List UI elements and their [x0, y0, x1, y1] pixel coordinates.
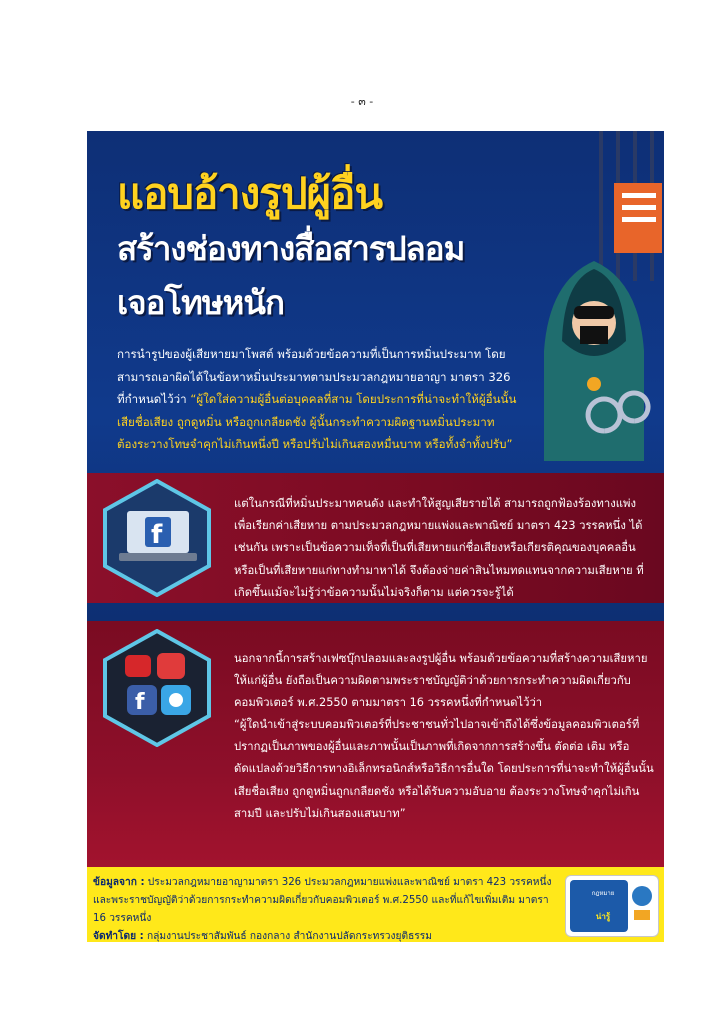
social-apps-icon: [101, 629, 213, 747]
facebook-laptop-icon: [101, 479, 213, 597]
page-number: - ๓ -: [350, 95, 374, 108]
civil-law-paragraph: แต่ในกรณีที่หมิ่นประมาทคนดัง และทำให้สูญเสียรายได้ สามารถถูกฟ้องร้องทางแพ่ง เพื่อเรียกค่าเสียหาย ตามประมวลกฎหมายแพ่งและพาณิชย์ มาตรา 423 วรรคหนึ่ง ได้เช่นกัน เพราะเป็นข้อความเท็จที่เป็นที่เสียหายแก่ชื่อเสียงหรือเกียรติคุณของบุคคลอื่น หรือเป็นที่เสียหายแก่ทางทำมาหาได้ จึงต้องจ่ายค่าสินไหมทดแทนจากความเสียหาย ที่เกิดขึ้นแม้จะไม่รู้ว่าข้อความนั้นไม่จริงก็ตาม แต่ควรจะรู้ได้: [234, 497, 644, 599]
footer-by-label: จัดทำโดย :: [93, 931, 144, 942]
logo-badge: [570, 880, 628, 932]
headline-sub-2: เจอโทษหนัก: [117, 283, 284, 322]
footer-source: ประมวลกฎหมายอาญามาตรา 326 ประมวลกฎหมายแพ่งและพาณิชย์ มาตรา 423 วรรคหนึ่ง และพระราชบัญญัติว่าด้วยการกระทำความผิดเกี่ยวกับคอมพิวเตอร์ พ.ศ.2550 และที่แก้ไขเพิ่มเติม มาตรา 16 วรรคหนึ่ง: [93, 877, 552, 924]
footer-by: กลุ่มงานประชาสัมพันธ์ กองกลาง สำนักงานปลัดกระทรวงยุติธรรม: [146, 931, 432, 942]
infographic-poster: [87, 131, 664, 942]
logo-label: น่ารู้: [595, 912, 611, 921]
intro-text: การนำรูปของผู้เสียหายมาโพสต์ พร้อมด้วยข้อความที่เป็นการหมิ่นประมาท โดยสามารถเอาผิดได้ในข้อหาหมิ่นประมาทตามประมวลกฎหมายอาญา มาตรา 326 ที่กำหนดไว้ว่า: [117, 347, 511, 406]
headline-sub-1: สร้างช่องทางสื่อสารปลอม: [117, 229, 465, 268]
intro-quote: “ผู้ใดใส่ความผู้อื่นต่อบุคคลที่สาม โดยประการที่น่าจะทำให้ผู้อื่นนั้นเสียชื่อเสียง ถูกดูหมิ่น หรือถูกเกลียดชัง ผู้นั้นกระทำความผิดฐานหมิ่นประมาท ต้องระวางโทษจำคุกไม่เกินหนึ่งปี หรือปรับไม่เกินสองหมื่นบาท หรือทั้งจำทั้งปรับ”: [117, 392, 517, 451]
law-to-know-logo: [565, 875, 659, 937]
footer-source-label: ข้อมูลจาก :: [93, 877, 145, 888]
headline-main: แอบอ้างรูปผู้อื่น: [117, 169, 383, 218]
svg-text:f: f: [135, 690, 145, 715]
footer-text: [93, 874, 558, 942]
intro-paragraph: [117, 343, 517, 456]
footer-bar: [87, 867, 664, 942]
computer-law-quote: [234, 714, 654, 825]
logo-small-text: กฎหมาย: [591, 890, 615, 897]
svg-text:f: f: [151, 520, 163, 550]
computer-law-paragraph: นอกจากนี้การสร้างเฟซบุ๊กปลอมและลงรูปผู้อื่น พร้อมด้วยข้อความที่สร้างความเสียหายให้แก่ผู้อื่น ยังถือเป็นความผิดตามพระราชบัญญัติว่าด้วยการกระทำความผิดเกี่ยวกับคอมพิวเตอร์ พ.ศ.2550 ตามมาตรา 16 วรรคหนึ่งที่กำหนดไว้ว่า: [234, 652, 648, 710]
hacker-illustration: [494, 131, 664, 461]
computer-law-quote-text: “ผู้ใดนำเข้าสู่ระบบคอมพิวเตอร์ที่ประชาชนทั่วไปอาจเข้าถึงได้ซึ่งข้อมูลคอมพิวเตอร์ที่ปรากฏเป็นภาพของผู้อื่นและภาพนั้นเป็นภาพที่เกิดจากการสร้างขึ้น ตัดต่อ เติม หรือดัดแปลงด้วยวิธีการทางอิเล็กทรอนิกส์หรือวิธีการอื่นใด โดยประการที่น่าจะทำให้ผู้อื่นนั้นเสียชื่อเสียง ถูกดูหมิ่นถูกเกลียดชัง หรือได้รับความอับอาย ต้องระวางโทษจำคุกไม่เกินสามปี และปรับไม่เกินสองแสนบาท”: [234, 718, 654, 820]
pr-emblem-icon: [630, 884, 654, 922]
